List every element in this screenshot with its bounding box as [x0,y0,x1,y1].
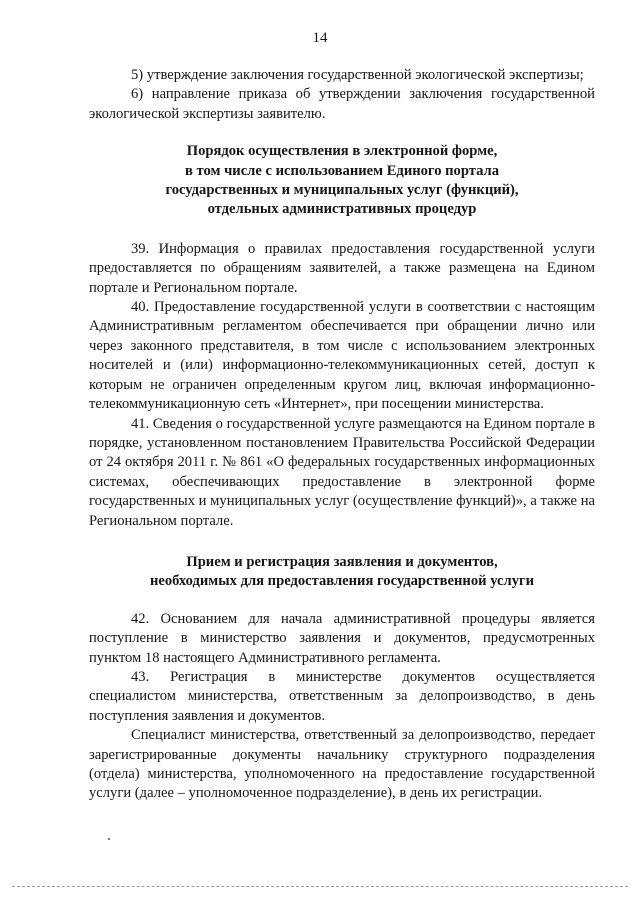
list-item: 6) направление приказа об утверждении заключения государственной экологической экспертизы заявителю. [89,86,595,122]
section-heading [89,142,595,220]
document-body [89,66,595,804]
paragraph-39: 39. Информация о правилах предоставления государственной услуги предоставляется по обращениям заявителей, а также размещена на Едином портале и Региональном портале. [89,240,595,296]
paragraph-40: 40. Предоставление государственной услуги в соответствии с настоящим Административным регламентом обеспечивается при обращении лично или через законного представителя, в том числе с использованием электронных носителей и (или) информационно-телекоммуникационных сетей, доступ к которым не ограничен определенным кругом лиц, включая информационно-телекоммуникационную сеть «Интернет», при посещении министерства. [89,299,595,413]
paragraph-41: 41. Сведения о государственной услуге размещаются на Едином портале в порядке, установленном постановлением Правительства Российской Федерации от 24 октября 2011 г. № 861 «О федеральных государственных информационных системах, обеспечивающих предоставление в электронной форме государственных и муниципальных услуг (осуществление функций)», а также на Региональном портале. [89,415,595,529]
scan-speck [108,838,110,840]
heading-line: в том числе с использованием Единого портала [184,162,500,179]
paragraph-43: 43. Регистрация в министерстве документов осуществляется специалистом министерства, ответственным за делопроизводство, в день поступления заявления и документов. [89,668,595,724]
paragraph-specialist: Специалист министерства, ответственный за делопроизводство, передает зарегистрированные документы начальнику структурного подразделения (отдела) министерства, уполномоченного на предоставление государственной услуги (далее – уполномоченное подразделение), в день их регистрации. [89,727,595,802]
heading-line: Порядок осуществления в электронной форме, [186,143,498,160]
list-item: 5) утверждение заключения государственной экологической экспертизы; [131,67,584,83]
page-number: 14 [312,30,328,46]
section-heading [89,553,595,592]
footer-scan-line [12,886,628,888]
heading-line: Прием и регистрация заявления и документов, [186,553,498,570]
paragraph-42: 42. Основанием для начала административной процедуры является поступление в министерство заявления и документов, предусмотренных пунктом 18 настоящего Административного регламента. [89,610,595,666]
heading-line: государственных и муниципальных услуг (функций), [165,182,519,199]
heading-line: необходимых для предоставления государственной услуги [149,573,535,590]
heading-line: отдельных административных процедур [207,201,477,218]
